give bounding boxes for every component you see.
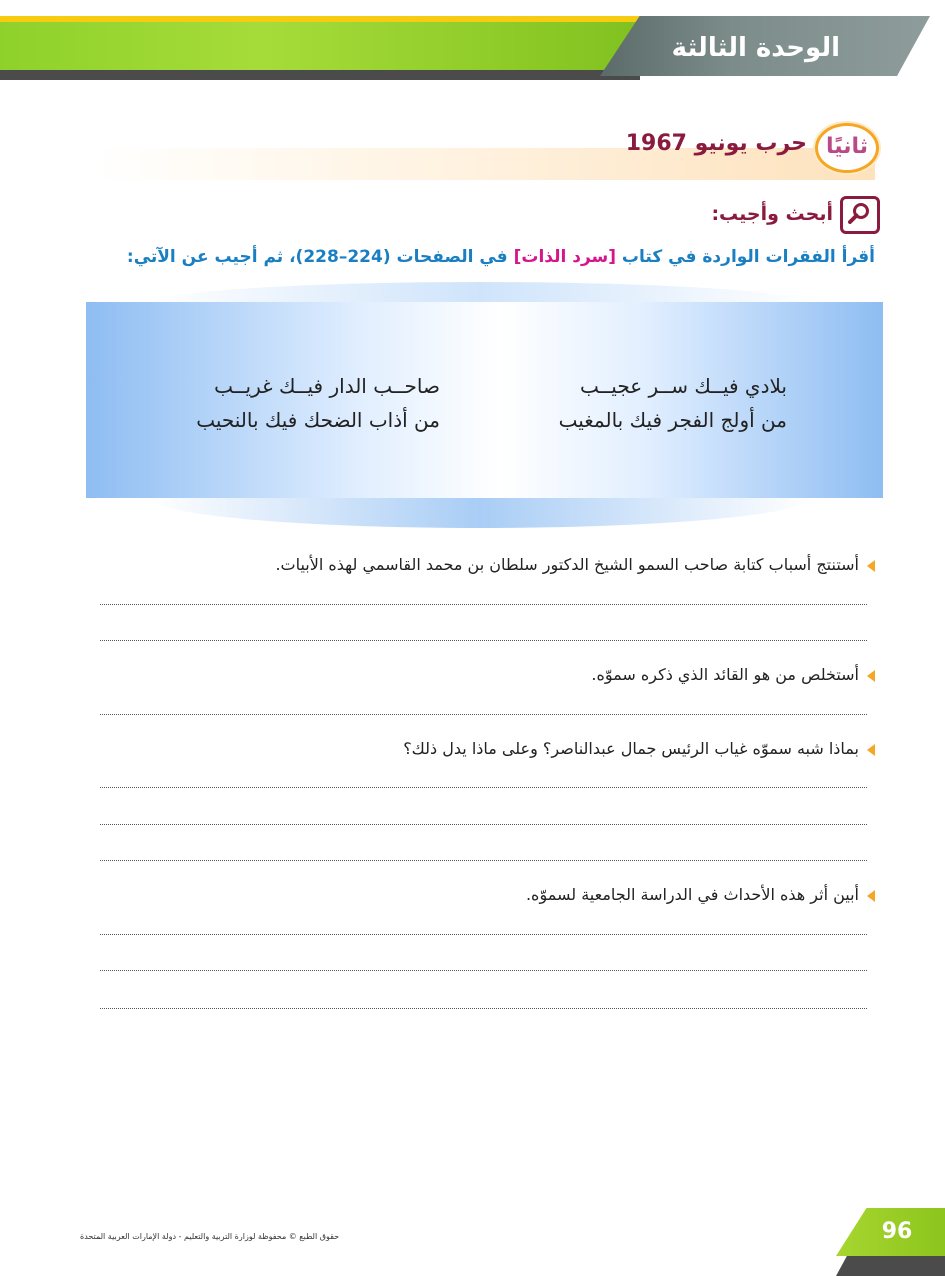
poem-box-bottom-curve bbox=[150, 498, 810, 528]
answer-line[interactable] bbox=[100, 824, 867, 825]
poem-box-top-curve bbox=[150, 282, 810, 304]
bullet-icon bbox=[867, 560, 875, 572]
answer-line[interactable] bbox=[100, 860, 867, 861]
question-4 bbox=[526, 880, 875, 910]
answer-line[interactable] bbox=[100, 640, 867, 641]
question-2 bbox=[591, 660, 875, 690]
answer-line[interactable] bbox=[100, 714, 867, 715]
research-label: أبحث وأجيب: bbox=[711, 203, 833, 225]
instruction-end: في الصفحات (224–228)، ثم أجيب عن الآتي: bbox=[126, 247, 514, 267]
answer-line[interactable] bbox=[100, 787, 867, 788]
bullet-icon bbox=[867, 670, 875, 682]
poem-verse: من أذاب الضحك فيك بالنحيب bbox=[196, 408, 440, 432]
answer-line[interactable] bbox=[100, 934, 867, 935]
question-text: أستنتج أسباب كتابة صاحب السمو الشيخ الدكتور سلطان بن محمد القاسمي لهذه الأبيات. bbox=[275, 555, 859, 574]
copyright-notice: حقوق الطبع © محفوظة لوزارة التربية والتعليم - دولة الإمارات العربية المتحدة bbox=[80, 1232, 340, 1241]
header-green-band bbox=[0, 22, 660, 74]
poem-verse: من أولج الفجر فيك بالمغيب bbox=[558, 408, 787, 432]
question-text: بماذا شبه سموّه غياب الرئيس جمال عبدالناصر؟ وعلى ماذا يدل ذلك؟ bbox=[403, 739, 859, 758]
answer-line[interactable] bbox=[100, 1008, 867, 1009]
research-instruction bbox=[127, 242, 875, 272]
question-text: أستخلص من هو القائد الذي ذكره سموّه. bbox=[591, 665, 859, 684]
section-badge: ثانيًا bbox=[815, 123, 879, 173]
poem-verse: بلادي فيــك ســر عجيــب bbox=[579, 374, 787, 398]
instruction-start: أقرأ الفقرات الواردة في كتاب bbox=[616, 247, 875, 267]
unit-title: الوحدة الثالثة bbox=[671, 33, 840, 63]
bullet-icon bbox=[867, 890, 875, 902]
header-dark-stripe bbox=[0, 70, 640, 80]
answer-line[interactable] bbox=[100, 604, 867, 605]
poem-verse: صاحــب الدار فيــك غريــب bbox=[214, 374, 440, 398]
question-1 bbox=[275, 550, 875, 580]
bullet-icon bbox=[867, 744, 875, 756]
search-icon bbox=[840, 196, 880, 234]
question-text: أبين أثر هذه الأحداث في الدراسة الجامعية لسموّه. bbox=[525, 885, 859, 904]
page-number: 96 bbox=[881, 1219, 913, 1244]
page-number-stripe bbox=[836, 1256, 945, 1276]
answer-line[interactable] bbox=[100, 970, 867, 971]
section-title: حرب يونيو 1967 bbox=[625, 131, 807, 156]
book-title: [سرد الذات] bbox=[513, 247, 617, 267]
question-3 bbox=[403, 734, 875, 764]
